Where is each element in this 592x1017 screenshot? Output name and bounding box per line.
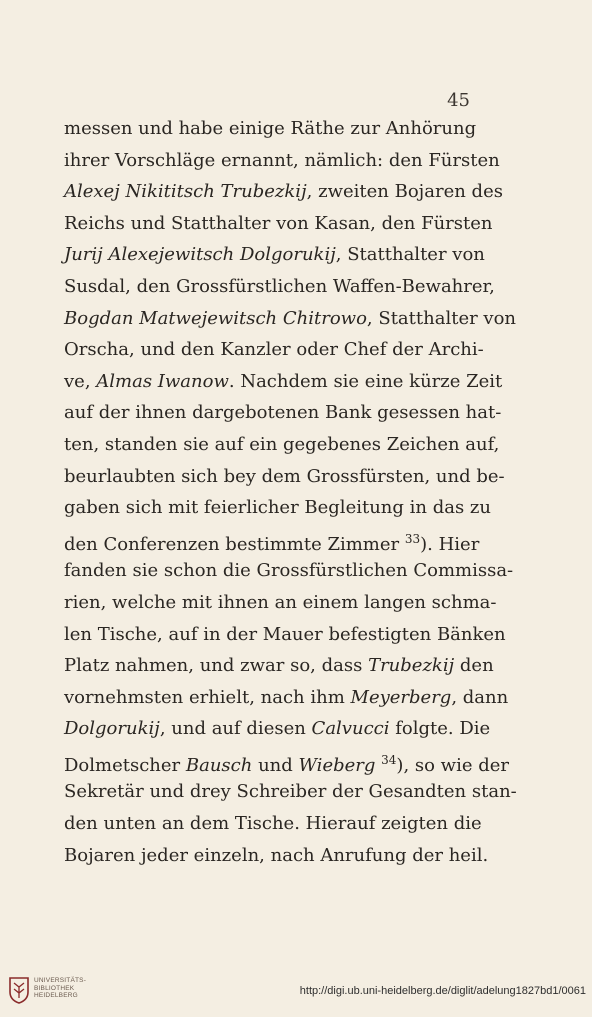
text-line (64, 524, 480, 556)
footer (0, 972, 592, 1017)
text-run: len Tische, auf in der Mauer befestigten Bänken (64, 623, 506, 645)
library-name-line: BIBLIOTHEK (34, 984, 75, 992)
italic-name: Wieberg (298, 754, 376, 776)
library-name (34, 977, 86, 1000)
text-line (64, 745, 510, 777)
text-run: den Conferenzen bestimmte Zimmer (64, 533, 405, 555)
text-run: den (454, 655, 494, 677)
text-line (64, 461, 505, 493)
text-run: ve, (64, 370, 97, 392)
text-run: Reichs und Statthalter von Kasan, den Fürsten (64, 212, 493, 234)
text-line (64, 334, 484, 366)
text-run: fanden sie schon die Grossfürstlichen Commissa- (64, 560, 514, 582)
text-run: , dann (451, 686, 509, 708)
text-run: beurlaubten sich bey dem Grossfürsten, und be- (64, 465, 505, 487)
text-run: rien, welche mit ihnen an einem langen schma- (64, 591, 497, 613)
text-run: ). Hier (420, 533, 480, 555)
text-run: Dolmetscher (64, 754, 186, 776)
text-line (64, 208, 493, 240)
italic-name: Bogdan Matwejewitsch Chitrowo (64, 307, 367, 329)
footnote-ref: 33 (404, 531, 421, 546)
italic-name: Trubezkij (368, 655, 455, 677)
text-line (64, 713, 491, 745)
text-line (64, 808, 482, 840)
footnote-ref: 34 (381, 752, 397, 767)
text-line (64, 555, 514, 587)
page-number: 45 (447, 90, 470, 111)
italic-name: Bausch (185, 754, 253, 776)
text-line (64, 492, 491, 524)
text-run: , Statthalter von (335, 244, 485, 266)
text-line (64, 303, 517, 335)
text-run: , zweiten Bojaren des (306, 181, 503, 203)
text-line (64, 650, 494, 682)
library-logo-icon (8, 976, 30, 1004)
text-run: Platz nahmen, und zwar so, dass (64, 655, 369, 677)
text-line (64, 271, 495, 303)
text-line (64, 840, 489, 872)
italic-name: Meyerberg (350, 686, 452, 708)
text-line (64, 429, 500, 461)
italic-name: Jurij Alexejewitsch Dolgorukij (64, 244, 336, 266)
text-line (64, 239, 485, 271)
text-run: ten, standen sie auf ein gegebenes Zeichen auf, (64, 433, 500, 455)
body-text (64, 113, 517, 871)
text-line (64, 113, 477, 145)
text-run: messen und habe einige Räthe zur Anhörung (64, 118, 477, 139)
text-run: Orscha, und den Kanzler oder Chef der Archi- (64, 339, 484, 361)
italic-name: Almas Iwanow (96, 370, 229, 392)
text-line (64, 366, 503, 398)
text-line (64, 145, 500, 177)
italic-name: Dolgorukij (64, 718, 160, 740)
text-line (64, 587, 497, 619)
library-name-line: UNIVERSITÄTS- (34, 977, 87, 984)
italic-name: Alexej Nikititsch Trubezkij (64, 181, 307, 203)
text-run: auf der ihnen dargebotenen Bank gesessen hat- (64, 402, 502, 424)
text-run: ), so wie der (396, 754, 510, 776)
text-line (64, 776, 517, 808)
text-run: Susdal, den Grossfürstlichen Waffen-Bewahrer, (64, 275, 495, 297)
text-run: , und auf diesen (159, 718, 312, 740)
text-run: gaben sich mit feierlicher Begleitung in das zu (64, 497, 491, 519)
library-name-line: HEIDELBERG (34, 992, 78, 999)
text-line (64, 397, 502, 429)
text-run: Bojaren jeder einzeln, nach Anrufung der heil. (64, 844, 489, 866)
text-run: ihrer Vorschläge ernannt, nämlich: den Fürsten (64, 149, 500, 171)
text-run: folgte. Die (389, 718, 491, 740)
text-run: und (252, 754, 299, 776)
source-url-link[interactable]: http://digi.ub.uni-heidelberg.de/diglit/adelung1827bd1/0061 (299, 985, 586, 997)
italic-name: Calvucci (311, 718, 390, 740)
text-run: vornehmsten erhielt, nach ihm (64, 686, 351, 708)
text-run: den unten an dem Tische. Hierauf zeigten die (64, 813, 482, 835)
text-run: . Nachdem sie eine kürze Zeit (228, 370, 503, 392)
text-run: Sekretär und drey Schreiber der Gesandten stan- (64, 781, 517, 803)
text-line (64, 619, 506, 651)
text-line (64, 176, 503, 208)
text-line (64, 682, 509, 714)
text-run: , Statthalter von (366, 307, 517, 329)
